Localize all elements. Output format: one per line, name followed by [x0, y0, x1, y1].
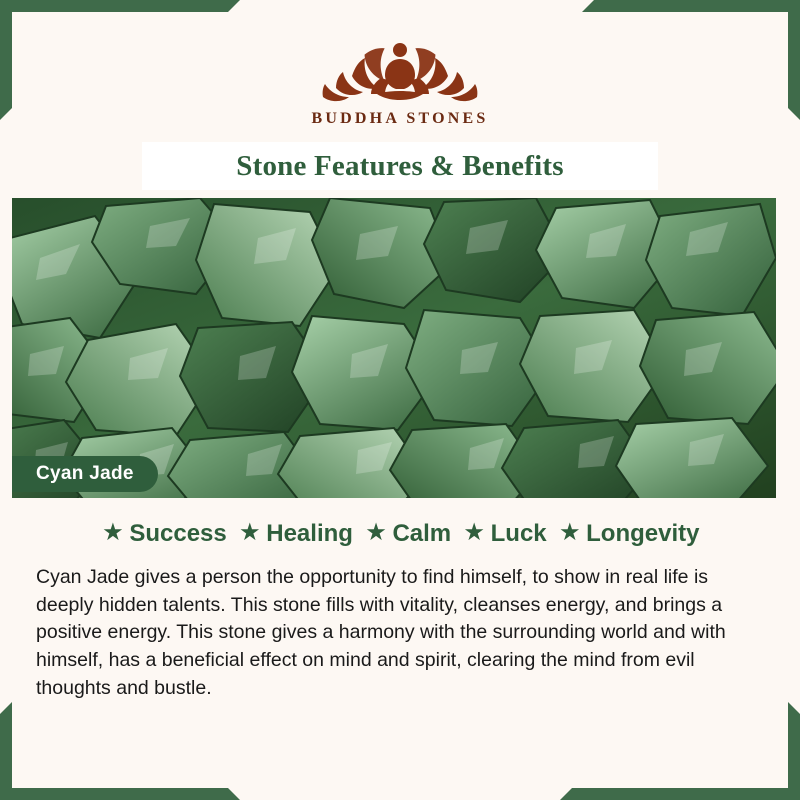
jade-stones-illustration — [12, 198, 776, 498]
star-icon: ★ — [103, 521, 123, 544]
benefit-item-longevity: Longevity — [586, 520, 700, 547]
benefit-item-calm: Calm — [392, 520, 452, 547]
brand-header — [12, 12, 788, 128]
title-banner — [12, 142, 788, 190]
benefits-list — [12, 520, 788, 548]
star-icon: ★ — [560, 521, 580, 544]
hero-image — [12, 198, 776, 498]
stone-name-badge: Cyan Jade — [12, 456, 158, 492]
lotus-meditation-icon — [305, 28, 495, 108]
brand-name: BUDDHA STONES — [311, 110, 489, 127]
benefit-item-healing: Healing — [266, 520, 353, 547]
content-area — [12, 12, 788, 788]
benefit-item-success: Success — [129, 520, 227, 547]
star-icon: ★ — [366, 521, 386, 544]
benefit-item-luck: Luck — [490, 520, 547, 547]
star-icon: ★ — [240, 521, 260, 544]
page-title: Stone Features & Benefits — [236, 150, 564, 182]
star-icon: ★ — [464, 521, 484, 544]
description-text: Cyan Jade gives a person the opportunity to find himself, to show in real life is deeply hidden talents. This stone fills with vitality, cleanses energy, and brings a positive energy. This stone gives a harmony with the surrounding world and with himself, has a beneficial effect on mind and spirit, clearing the mind from evil thoughts and bustle. — [36, 566, 726, 699]
